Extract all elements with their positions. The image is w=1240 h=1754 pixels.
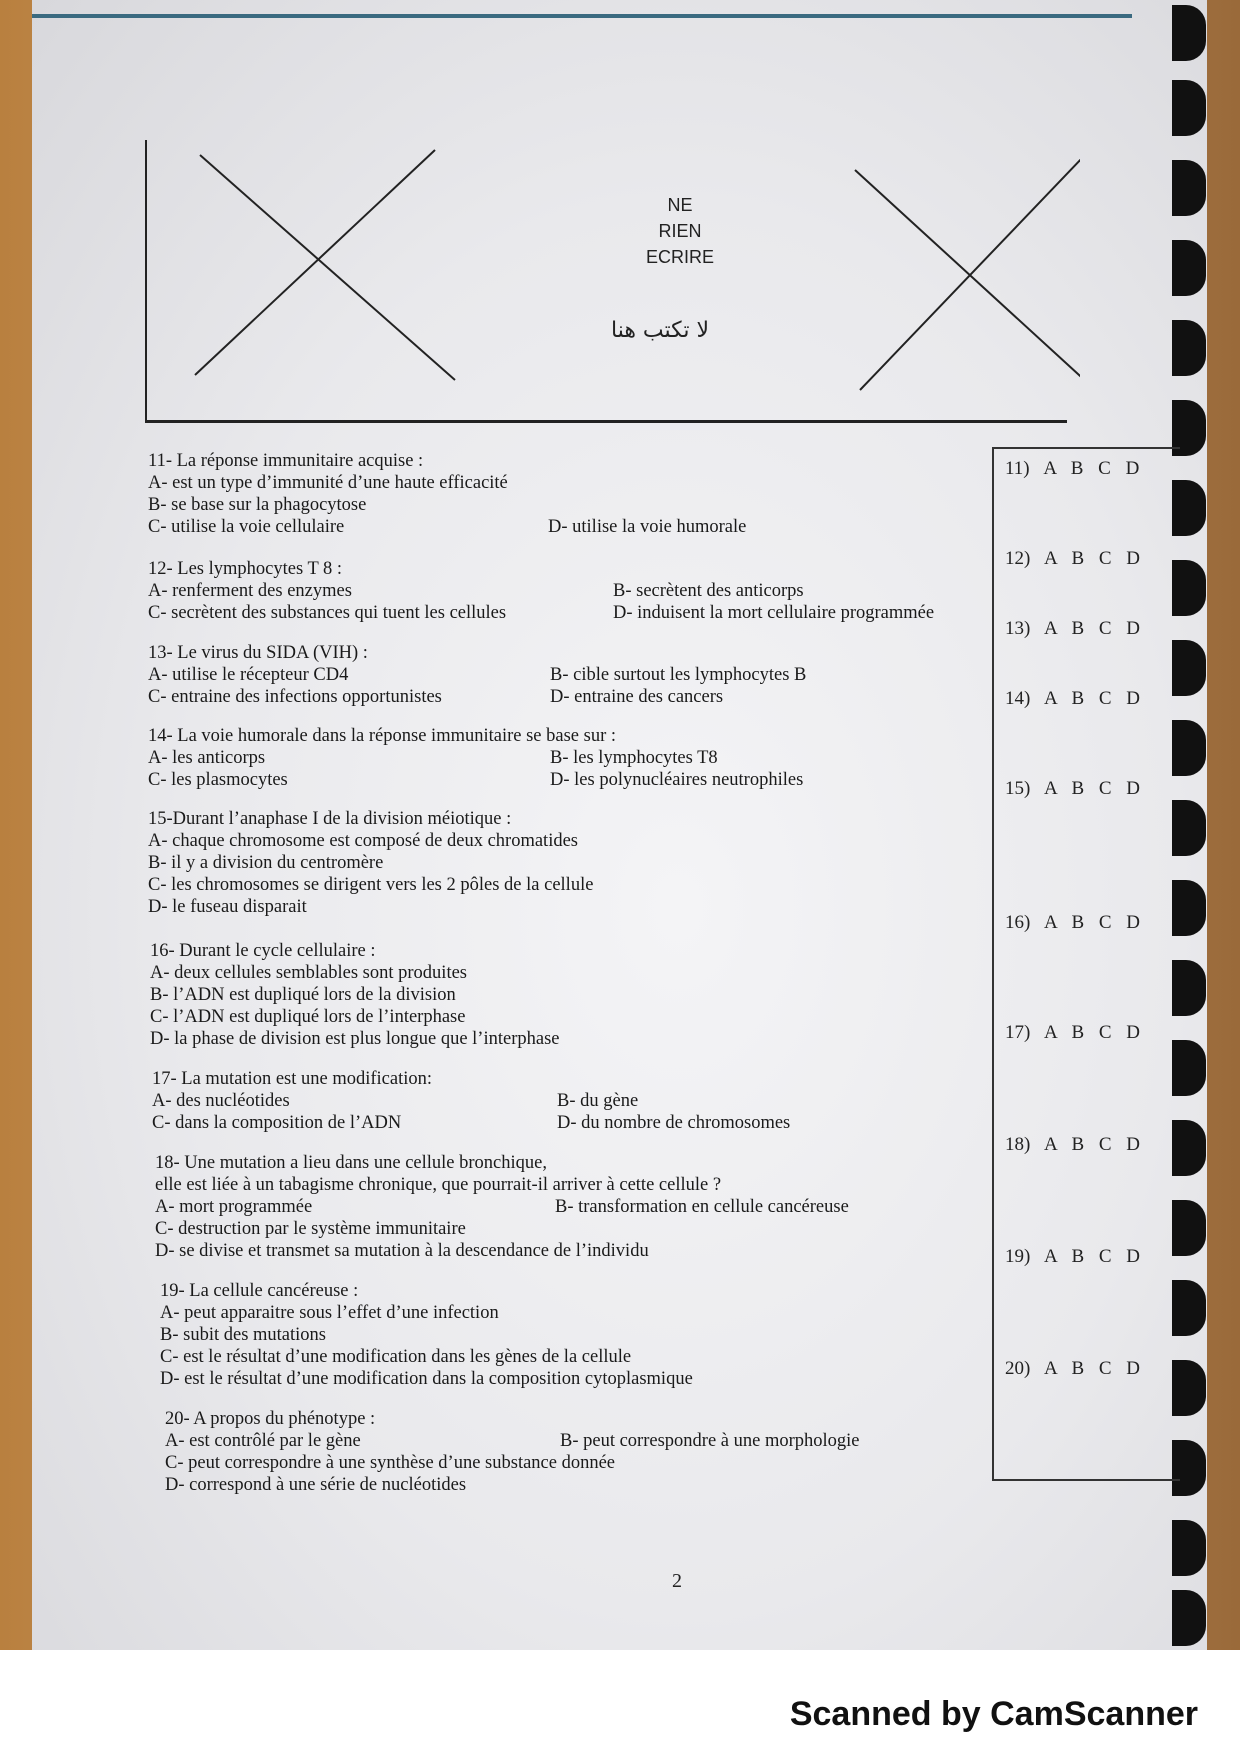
answer-17[interactable]: 17) A B C D	[1005, 1022, 1141, 1043]
camscanner-watermark: Scanned by CamScanner	[789, 1695, 1198, 1733]
arabic-do-not-write: لا تكتب هنا	[611, 318, 709, 343]
question-17: 17- La mutation est une modification: A- des nucléotides B- du gène C- dans la composition de l’ADN D- du nombre de chromosomes	[152, 1069, 791, 1133]
answer-19[interactable]: 19) A B C D	[1005, 1246, 1141, 1267]
question-12: 12- Les lymphocytes T 8 : A- renferment des enzymes B- secrètent des anticorps C- secrètent des substances qui tuent les cellules D- induisent la mort cellulaire programmée	[148, 559, 935, 623]
question-11: 11- La réponse immunitaire acquise : A- est un type d’immunité d’une haute efficacité B- se base sur la phagocytose C- utilise la voie cellulaire D- utilise la voie humorale	[148, 451, 747, 537]
question-16: 16- Durant le cycle cellulaire : A- deux cellules semblables sont produites B- l’ADN est dupliqué lors de la division C- l’ADN est dupliqué lors de l’interphase D- la phase de division est plus longue que l’interphase	[150, 941, 560, 1049]
page-top-line	[32, 14, 1132, 18]
answer-12[interactable]: 12) A B C D	[1005, 548, 1141, 569]
question-20: 20- A propos du phénotype : A- est contrôlé par le gène B- peut correspondre à une morphologie C- peut correspondre à une synthèse d’une substance donnée D- correspond à une série de nucléotides	[165, 1409, 860, 1495]
question-19: 19- La cellule cancéreuse : A- peut apparaitre sous l’effet d’une infection B- subit des mutations C- est le résultat d’une modification dans les gènes de la cellule D- est le résultat d’une modification dans la composition cytoplasmique	[160, 1281, 693, 1389]
answer-11[interactable]: 11) A B C D	[1005, 458, 1140, 479]
answer-18[interactable]: 18) A B C D	[1005, 1134, 1141, 1155]
question-13: 13- Le virus du SIDA (VIH) : A- utilise le récepteur CD4 B- cible surtout les lymphocytes B C- entraine des infections opportunistes D- entraine des cancers	[148, 643, 807, 707]
question-15: 15-Durant l’anaphase I de la division méiotique : A- chaque chromosome est composé de deux chromatides B- il y a division du centromère C- les chromosomes se dirigent vers les 2 pôles de la cellule D- le fuseau disparait	[148, 809, 594, 917]
page-number: 2	[672, 1570, 682, 1592]
do-not-write-label: NE RIEN ECRIRE	[645, 195, 714, 267]
question-14: 14- La voie humorale dans la réponse immunitaire se base sur : A- les anticorps B- les lymphocytes T8 C- les plasmocytes D- les polynucléaires neutrophiles	[148, 726, 804, 790]
cross-marks	[145, 140, 1080, 425]
answer-20[interactable]: 20) A B C D	[1005, 1358, 1141, 1379]
answer-14[interactable]: 14) A B C D	[1005, 688, 1141, 709]
answer-13[interactable]: 13) A B C D	[1005, 618, 1141, 639]
answer-16[interactable]: 16) A B C D	[1005, 912, 1141, 933]
question-18: 18- Une mutation a lieu dans une cellule bronchique, elle est liée à un tabagisme chronique, que pourrait-il arriver à cette cellule ? A- mort programmée B- transformation en cellule cancéreuse C- destruction par le système immunitaire D- se divise et transmet sa mutation à la descendance de l’individu	[155, 1153, 849, 1261]
answer-grid	[992, 447, 1180, 1481]
answer-15[interactable]: 15) A B C D	[1005, 778, 1141, 799]
